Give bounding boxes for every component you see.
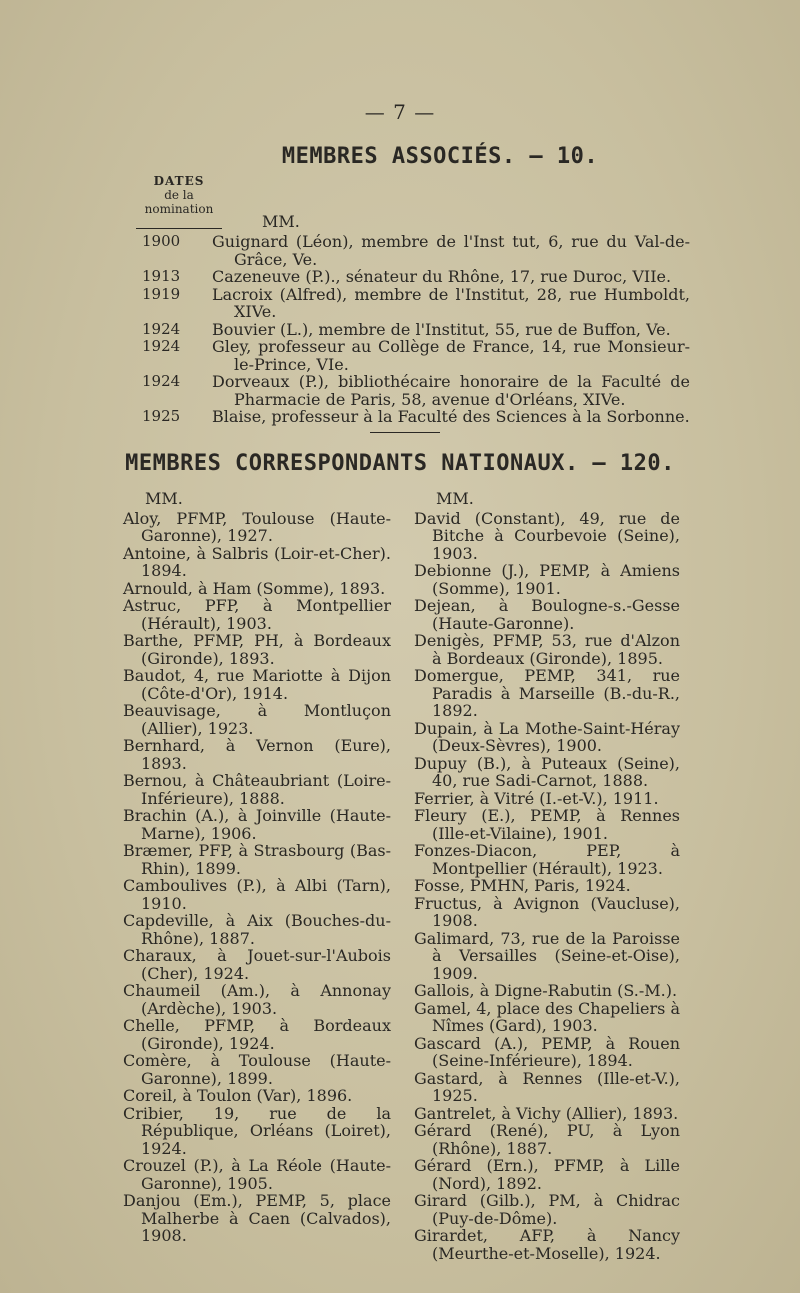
associe-entry [120, 233, 690, 268]
correspondants-left-column [123, 490, 391, 1245]
nomination-year: 1913 [142, 267, 181, 285]
correspondant-entry: Coreil, à Toulon (Var), 1896. [123, 1086, 353, 1105]
correspondant-entry: Brachin (A.), à Joinville (Haute-Marne), 1906. [123, 806, 391, 843]
correspondant-entry: Gantrelet, à Vichy (Allier), 1893. [414, 1103, 679, 1123]
correspondant-entry: Comère, à Toulouse (Haute-Garonne), 1899. [123, 1051, 391, 1088]
nomination-year: 1925 [142, 407, 181, 425]
correspondant-entry: Dejean, à Boulogne-s.-Gesse (Haute-Garonne). [414, 596, 680, 633]
correspondant-entry: Camboulives (P.), à Albi (Tarn), 1910. [123, 876, 391, 913]
correspondant-entry: Gérard (Ern.), PFMP, à Lille (Nord), 1892. [414, 1156, 680, 1193]
correspondant-entry: Fleury (E.), PEMP, à Rennes (Ille-et-Vilaine), 1901. [414, 806, 680, 843]
associe-text: Gley, professeur au Collège de France, 14, rue Monsieur-le-Prince, VIe. [212, 337, 690, 374]
correspondant-entry: Bræmer, PFP, à Strasbourg (Bas-Rhin), 1899. [123, 841, 391, 878]
nomination-year: 1900 [142, 232, 181, 250]
dates-column-header [128, 174, 230, 229]
correspondant-entry: Fosse, PMHN, Paris, 1924. [414, 876, 631, 895]
associe-text: Guignard (Léon), membre de l'Inst tut, 6, rue du Val-de-Grâce, Ve. [212, 232, 690, 269]
associe-entry [120, 338, 690, 373]
associe-entry [120, 268, 690, 286]
nomination-year: 1924 [142, 372, 181, 390]
nomination-year: 1924 [142, 337, 181, 355]
section-title-correspondants: MEMBRES CORRESPONDANTS NATIONAUX. — 120. [125, 451, 675, 476]
correspondant-entry: Charaux, à Jouet-sur-l'Aubois (Cher), 1924. [123, 946, 391, 983]
mm-heading-left: MM. [145, 489, 183, 508]
correspondant-entry: Crouzel (P.), à La Réole (Haute-Garonne), 1905. [123, 1156, 391, 1193]
correspondant-entry: Baudot, 4, rue Mariotte à Dijon (Côte-d'Or), 1914. [123, 666, 391, 703]
dates-header-line3: nomination [144, 202, 214, 216]
correspondant-entry: Chaumeil (Am.), à Annonay (Ardèche), 1903. [123, 981, 391, 1018]
correspondant-entry: Capdeville, à Aix (Bouches-du-Rhône), 1887. [123, 911, 391, 948]
correspondant-entry: David (Constant), 49, rue de Bitche à Courbevoie (Seine), 1903. [414, 508, 680, 563]
correspondant-entry: Gérard (René), PU, à Lyon (Rhône), 1887. [414, 1121, 680, 1158]
nomination-year: 1924 [142, 319, 181, 338]
nomination-year: 1919 [142, 284, 181, 303]
dates-header-line2: de la [164, 188, 194, 202]
associe-entry [120, 408, 690, 426]
ornamental-rule [136, 218, 222, 229]
page-number: — 7 — [364, 100, 436, 124]
correspondant-entry: Antoine, à Salbris (Loir-et-Cher). 1894. [123, 543, 391, 580]
associe-entry [120, 321, 690, 339]
correspondant-entry: Gallois, à Digne-Rabutin (S.-M.). [414, 981, 678, 1000]
associe-entry [120, 373, 690, 408]
correspondant-entry: Fonzes-Diacon, PEP, à Montpellier (Hérault), 1923. [414, 841, 680, 878]
mm-heading: MM. [262, 212, 300, 231]
correspondant-entry: Cribier, 19, rue de la République, Orléans (Loiret), 1924. [123, 1103, 391, 1158]
correspondant-entry: Denigès, PFMP, 53, rue d'Alzon à Bordeaux (Gironde), 1895. [414, 631, 680, 668]
associe-text: Lacroix (Alfred), membre de l'Institut, 28, rue Humboldt, XIVe. [212, 284, 690, 321]
correspondant-entry: Beauvisage, à Montluçon (Allier), 1923. [123, 701, 391, 738]
mm-heading-right: MM. [436, 489, 474, 508]
associe-text: Dorveaux (P.), bibliothécaire honoraire de la Faculté de Pharmacie de Paris, 58, avenue d'Orléans, XIVe. [212, 372, 690, 409]
dates-header-line1: DATES [153, 174, 205, 188]
correspondant-entry: Astruc, PFP, à Montpellier (Hérault), 1903. [123, 596, 391, 633]
correspondant-entry: Gamel, 4, place des Chapeliers à Nîmes (Gard), 1903. [414, 998, 681, 1035]
correspondant-entry: Fructus, à Avignon (Vaucluse), 1908. [414, 893, 680, 930]
correspondant-entry: Barthe, PFMP, PH, à Bordeaux (Gironde), 1893. [123, 631, 391, 668]
correspondant-entry: Bernou, à Châteaubriant (Loire-Inférieure), 1888. [123, 771, 391, 808]
section-divider [370, 432, 440, 433]
associe-text: Blaise, professeur à la Faculté des Sciences à la Sorbonne. [212, 407, 690, 426]
associe-entry [120, 286, 690, 321]
correspondant-entry: Dupuy (B.), à Puteaux (Seine), 40, rue Sadi-Carnot, 1888. [414, 753, 680, 790]
correspondant-entry: Gascard (A.), PEMP, à Rouen (Seine-Inférieure), 1894. [414, 1033, 680, 1070]
associe-text: Bouvier (L.), membre de l'Institut, 55, rue de Buffon, Ve. [212, 319, 671, 339]
correspondant-entry: Debionne (J.), PEMP, à Amiens (Somme), 1901. [414, 561, 680, 598]
correspondant-entry: Girard (Gilb.), PM, à Chidrac (Puy-de-Dôme). [414, 1191, 680, 1228]
correspondant-entry: Aloy, PFMP, Toulouse (Haute-Garonne), 1927. [123, 508, 391, 545]
correspondant-entry: Gastard, à Rennes (Ille-et-V.), 1925. [414, 1068, 680, 1105]
correspondant-entry: Chelle, PFMP, à Bordeaux (Gironde), 1924. [123, 1016, 391, 1053]
correspondant-entry: Galimard, 73, rue de la Paroisse à Versailles (Seine-et-Oise), 1909. [414, 928, 680, 983]
correspondant-entry: Danjou (Em.), PEMP, 5, place Malherbe à Caen (Calvados), 1908. [123, 1191, 391, 1245]
correspondant-entry: Arnould, à Ham (Somme), 1893. [123, 578, 386, 598]
section-title-associes: MEMBRES ASSOCIÉS. — 10. [281, 144, 599, 169]
correspondant-entry: Ferrier, à Vitré (I.-et-V.), 1911. [414, 788, 659, 808]
associe-text: Cazeneuve (P.)., sénateur du Rhône, 17, rue Duroc, VIIe. [212, 267, 672, 286]
correspondant-entry: Bernhard, à Vernon (Eure), 1893. [123, 736, 391, 773]
associes-list [120, 233, 690, 426]
correspondants-right-column [414, 490, 680, 1262]
correspondant-entry: Domergue, PEMP, 341, rue Paradis à Marseille (B.-du-R., 1892. [414, 666, 680, 720]
correspondant-entry: Dupain, à La Mothe-Saint-Héray (Deux-Sèvres), 1900. [414, 718, 680, 755]
correspondant-entry: Girardet, AFP, à Nancy (Meurthe-et-Moselle), 1924. [414, 1226, 680, 1263]
